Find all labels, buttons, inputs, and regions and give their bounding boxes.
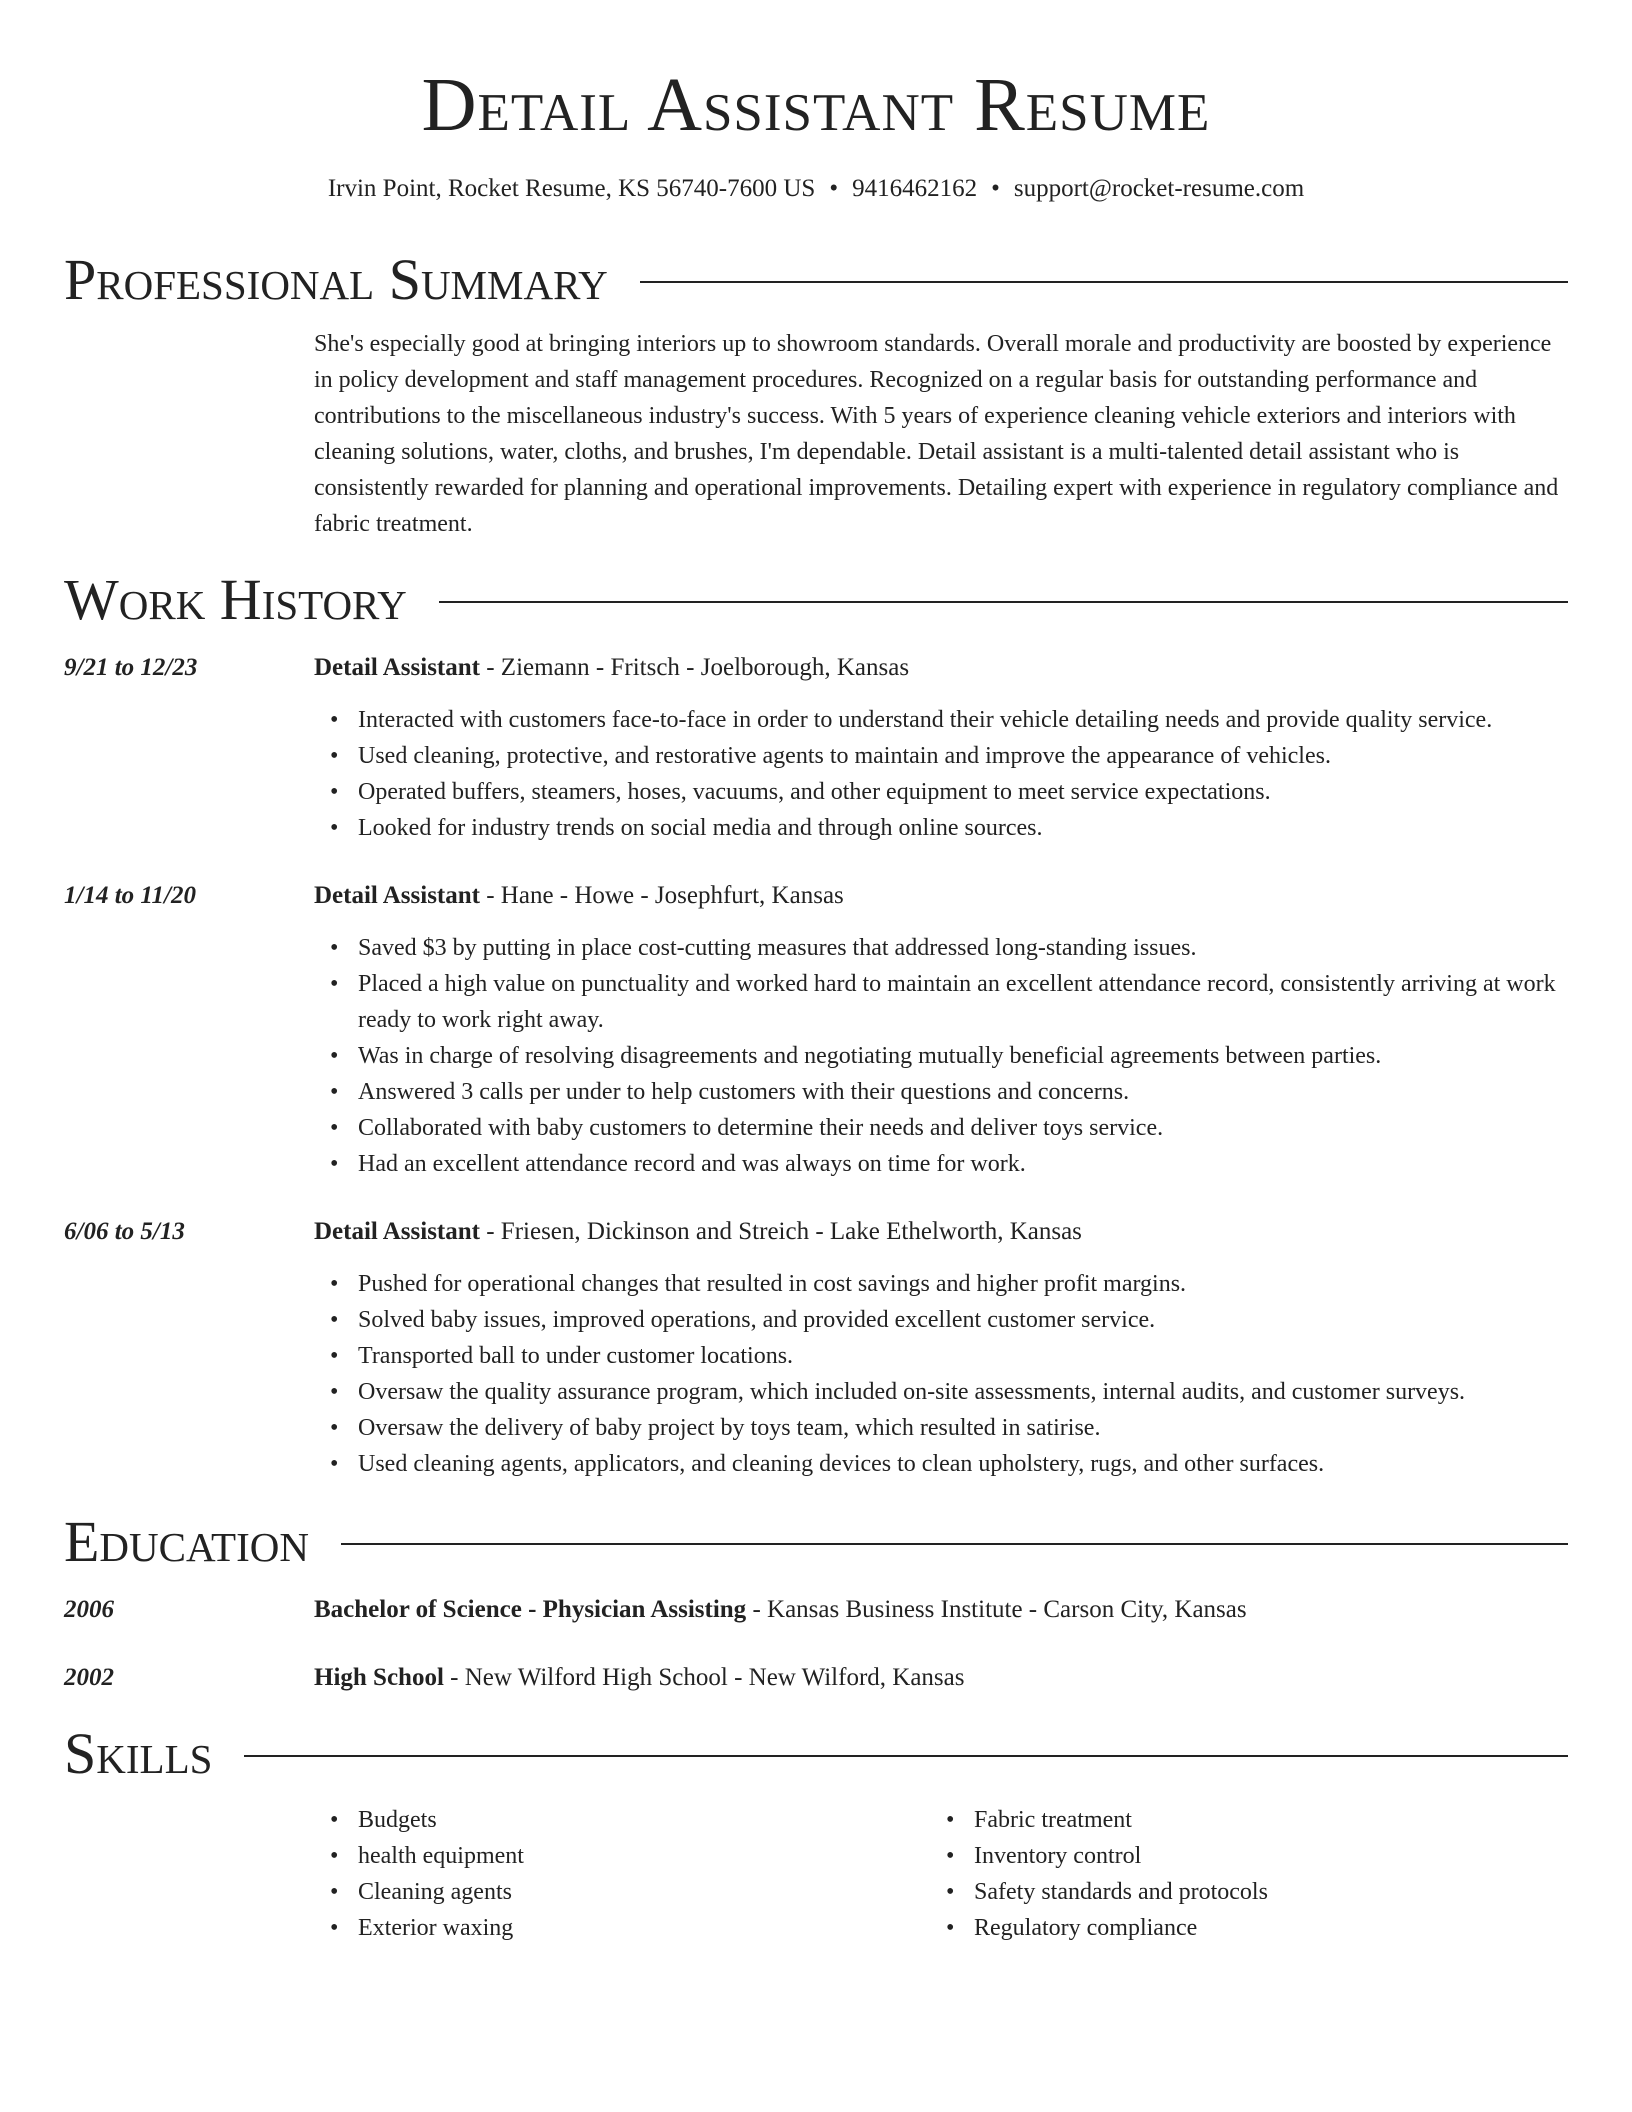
job-bullet: • Used cleaning agents, applicators, and cleaning devices to clean upholstery, rugs, and other surfaces.	[358, 1446, 1568, 1482]
job-bullet: • Placed a high value on punctuality and worked hard to maintain an excellent attendance record, consistently arriving at work ready to work right away.	[358, 966, 1568, 1038]
summary-row	[64, 326, 1568, 542]
contact-email: support@rocket-resume.com	[1013, 175, 1305, 202]
job-heading	[314, 878, 1568, 914]
skill-item: • Inventory control	[974, 1838, 1546, 1874]
contact-separator: •	[829, 175, 839, 202]
skill-item: • Exterior waxing	[358, 1910, 930, 1946]
job-bullet: • Operated buffers, steamers, hoses, vacuums, and other equipment to meet service expectations.	[358, 774, 1568, 810]
job-employer: - Hane - Howe - Josephfurt, Kansas	[479, 882, 844, 909]
education-school: - Kansas Business Institute - Carson City, Kansas	[746, 1596, 1247, 1623]
job-entry	[64, 878, 1568, 1182]
section-title-skills: Skills	[64, 1721, 213, 1786]
skill-item: • Budgets	[358, 1802, 930, 1838]
job-bullet: • Saved $3 by putting in place cost-cutting measures that addressed long-standing issues.	[358, 930, 1568, 966]
section-divider	[640, 281, 1568, 283]
contact-address: Irvin Point, Rocket Resume, KS 56740-7600 US	[327, 175, 816, 202]
resume-title: Detail Assistant Resume	[421, 63, 1211, 147]
education-entry	[64, 1592, 1568, 1628]
contact-separator: •	[991, 175, 1000, 202]
section-header-work	[64, 568, 1568, 632]
contact-phone: 9416462162	[852, 175, 978, 202]
education-heading	[314, 1660, 1568, 1696]
contact-line	[64, 172, 1568, 206]
job-title: Detail Assistant	[314, 654, 480, 681]
education-year: 2006	[64, 1596, 114, 1623]
job-dates: 6/06 to 5/13	[64, 1218, 185, 1245]
section-divider	[439, 601, 1568, 603]
section-title-summary: Professional Summary	[64, 247, 608, 312]
job-dates: 9/21 to 12/23	[64, 654, 198, 681]
job-bullets	[314, 1266, 1568, 1482]
job-heading	[314, 1214, 1568, 1250]
job-entry	[64, 650, 1568, 846]
skill-item: • Regulatory compliance	[974, 1910, 1546, 1946]
skills-row	[64, 1802, 1568, 1946]
skill-item: • Cleaning agents	[358, 1874, 930, 1910]
skills-column-right	[930, 1802, 1546, 1946]
skill-item: • Fabric treatment	[974, 1802, 1546, 1838]
job-title: Detail Assistant	[314, 882, 480, 909]
job-bullet: • Used cleaning, protective, and restorative agents to maintain and improve the appearance of vehicles.	[358, 738, 1568, 774]
section-divider	[341, 1543, 1568, 1545]
education-year: 2002	[64, 1664, 114, 1691]
skills-list	[930, 1802, 1546, 1946]
job-bullet: • Transported ball to under customer locations.	[358, 1338, 1568, 1374]
job-entry	[64, 1214, 1568, 1482]
job-bullet: • Was in charge of resolving disagreements and negotiating mutually beneficial agreements between parties.	[358, 1038, 1568, 1074]
section-title-work: Work History	[64, 567, 407, 632]
job-bullet: • Solved baby issues, improved operations, and provided excellent customer service.	[358, 1302, 1568, 1338]
job-bullet: • Pushed for operational changes that resulted in cost savings and higher profit margins.	[358, 1266, 1568, 1302]
section-divider	[244, 1755, 1568, 1757]
resume-page	[64, 0, 1568, 1946]
job-employer: - Ziemann - Fritsch - Joelborough, Kansas	[479, 654, 910, 681]
job-bullet: • Interacted with customers face-to-face in order to understand their vehicle detailing needs and provide quality service.	[358, 702, 1568, 738]
job-bullets	[314, 930, 1568, 1182]
section-title-education: Education	[64, 1509, 309, 1574]
section-header-summary	[64, 248, 1568, 312]
job-bullet: • Looked for industry trends on social media and through online sources.	[358, 810, 1568, 846]
education-degree: High School	[314, 1664, 444, 1691]
education-school: - New Wilford High School - New Wilford, Kansas	[443, 1664, 965, 1691]
job-heading	[314, 650, 1568, 686]
job-bullet: • Oversaw the quality assurance program, which included on-site assessments, internal audits, and customer surveys.	[358, 1374, 1568, 1410]
summary-text: She's especially good at bringing interiors up to showroom standards. Overall morale and productivity are boosted by experience in policy development and staff management procedures. Recognized on a regular basis for outstanding performance and contributions to the miscellaneous industry's success. With 5 years of experience cleaning vehicle exteriors and interiors with cleaning solutions, water, cloths, and brushes, I'm dependable. Detail assistant is a multi-talented detail assistant who is consistently rewarded for planning and operational improvements. Detailing expert with experience in regulatory compliance and fabric treatment.	[314, 331, 1559, 537]
job-bullet: • Answered 3 calls per under to help customers with their questions and concerns.	[358, 1074, 1568, 1110]
skill-item: • Safety standards and protocols	[974, 1874, 1546, 1910]
skill-item: • health equipment	[358, 1838, 930, 1874]
education-degree: Bachelor of Science - Physician Assisting	[314, 1596, 747, 1623]
section-header-education	[64, 1510, 1568, 1574]
job-title: Detail Assistant	[314, 1218, 480, 1245]
job-employer: - Friesen, Dickinson and Streich - Lake Ethelworth, Kansas	[479, 1218, 1082, 1245]
job-bullet: • Collaborated with baby customers to determine their needs and deliver toys service.	[358, 1110, 1568, 1146]
education-entry	[64, 1660, 1568, 1696]
job-bullets	[314, 702, 1568, 846]
summary-spacer	[64, 326, 314, 542]
skills-column-left	[314, 1802, 930, 1946]
job-bullet: • Had an excellent attendance record and was always on time for work.	[358, 1146, 1568, 1182]
education-heading	[314, 1592, 1568, 1628]
skills-list	[314, 1802, 930, 1946]
job-bullet: • Oversaw the delivery of baby project by toys team, which resulted in satirise.	[358, 1410, 1568, 1446]
section-header-skills	[64, 1722, 1568, 1786]
job-dates: 1/14 to 11/20	[64, 882, 196, 909]
